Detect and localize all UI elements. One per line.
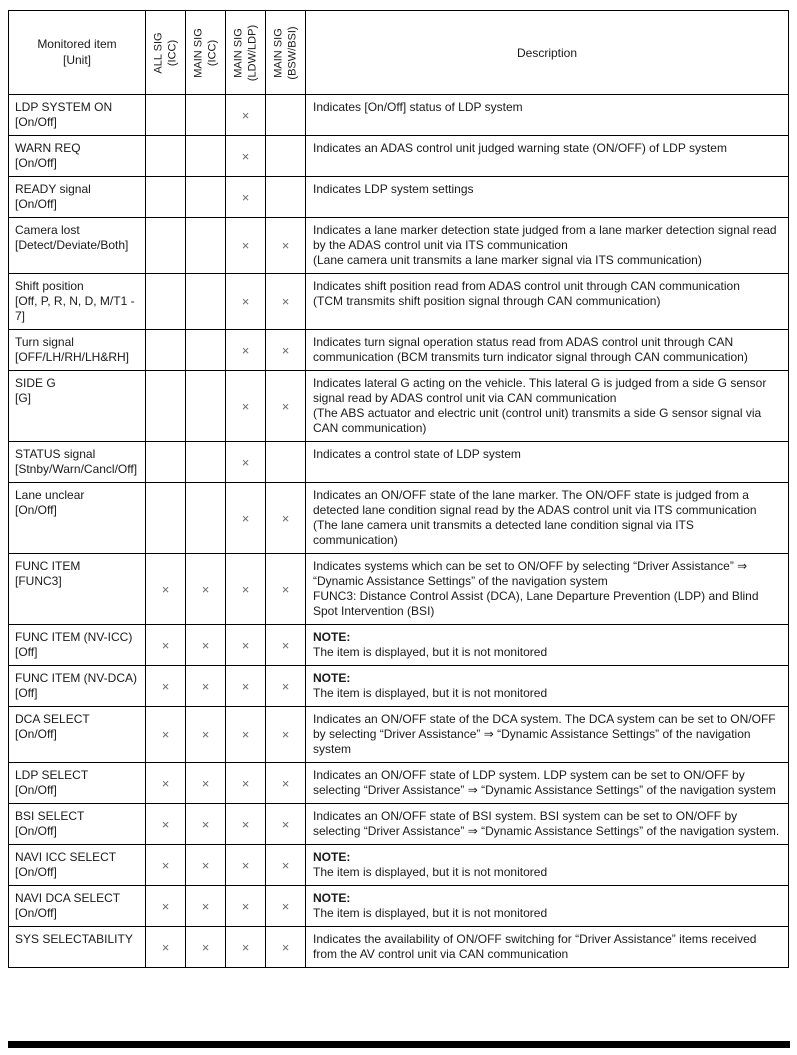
monitored-item-cell bbox=[9, 442, 146, 483]
item-line: [Off] bbox=[15, 686, 38, 700]
item-line: [FUNC3] bbox=[15, 574, 62, 588]
item-line: FUNC ITEM (NV-DCA) bbox=[15, 671, 137, 685]
column-header-all-sig-icc bbox=[146, 11, 186, 95]
description-text: FUNC3: Distance Control Assist (DCA), Lane Departure Prevention (LDP) and Blind Spot Intervention (BSI) bbox=[313, 589, 759, 618]
cross-mark-main-sig-bsw-bsi: × bbox=[266, 707, 306, 763]
item-line: BSI SELECT bbox=[15, 809, 85, 823]
empty-mark-main-sig-icc bbox=[186, 442, 226, 483]
cross-mark-main-sig-bsw-bsi: × bbox=[266, 218, 306, 274]
monitored-item-cell bbox=[9, 625, 146, 666]
cross-mark-all-sig-icc: × bbox=[146, 625, 186, 666]
empty-mark-main-sig-icc bbox=[186, 95, 226, 136]
description-text: Indicates a control state of LDP system bbox=[313, 447, 521, 461]
cross-mark-main-sig-bsw-bsi: × bbox=[266, 625, 306, 666]
description-cell bbox=[306, 274, 789, 330]
description-text: Indicates an ON/OFF state of BSI system. BSI system can be set to ON/OFF by selecting “Driver Assistance” ⇒ “Dynamic Assistance Settings” of the navigation system. bbox=[313, 809, 780, 838]
table-row bbox=[9, 666, 789, 707]
cross-mark-main-sig-bsw-bsi: × bbox=[266, 330, 306, 371]
table-row bbox=[9, 763, 789, 804]
cross-mark-main-sig-icc: × bbox=[186, 927, 226, 968]
cross-mark-all-sig-icc: × bbox=[146, 707, 186, 763]
monitored-item-cell bbox=[9, 95, 146, 136]
table-row bbox=[9, 845, 789, 886]
description-text: (The lane camera unit transmits a detected lane condition signal via ITS communication) bbox=[313, 518, 694, 547]
item-line: [On/Off] bbox=[15, 906, 57, 920]
header-label-line: (LDW/LDP) bbox=[246, 24, 259, 81]
monitored-item-header-line2: [Unit] bbox=[62, 52, 91, 67]
cross-mark-main-sig-ldw-ldp: × bbox=[226, 554, 266, 625]
cross-mark-main-sig-bsw-bsi: × bbox=[266, 554, 306, 625]
cross-mark-main-sig-ldw-ldp: × bbox=[226, 371, 266, 442]
table-row bbox=[9, 274, 789, 330]
item-line: [On/Off] bbox=[15, 824, 57, 838]
cross-mark-main-sig-ldw-ldp: × bbox=[226, 804, 266, 845]
table-body bbox=[9, 95, 789, 968]
description-text: Indicates an ON/OFF state of the DCA system. The DCA system can be set to ON/OFF by selecting “Driver Assistance” ⇒ “Dynamic Assistance Settings” of the navigation system bbox=[313, 712, 776, 756]
empty-mark-main-sig-icc bbox=[186, 136, 226, 177]
monitored-item-cell bbox=[9, 707, 146, 763]
header-label-line: (ICC) bbox=[166, 39, 179, 66]
note-label: NOTE: bbox=[313, 671, 351, 685]
cross-mark-main-sig-bsw-bsi: × bbox=[266, 274, 306, 330]
item-line: WARN REQ bbox=[15, 141, 81, 155]
description-text: Indicates turn signal operation status read from ADAS control unit through CAN communication (BCM transmits turn indicator signal through CAN communication) bbox=[313, 335, 748, 364]
table-row bbox=[9, 707, 789, 763]
monitored-item-cell bbox=[9, 845, 146, 886]
item-line: [Off] bbox=[15, 645, 38, 659]
description-text: Indicates an ON/OFF state of LDP system. LDP system can be set to ON/OFF by selecting “Driver Assistance” ⇒ “Dynamic Assistance Settings” of the navigation system bbox=[313, 768, 776, 797]
item-line: [OFF/LH/RH/LH&RH] bbox=[15, 350, 130, 364]
monitored-item-cell bbox=[9, 554, 146, 625]
description-cell bbox=[306, 442, 789, 483]
empty-mark-main-sig-bsw-bsi bbox=[266, 177, 306, 218]
description-text: Indicates the availability of ON/OFF switching for “Driver Assistance” items received from the AV control unit via CAN communication bbox=[313, 932, 757, 961]
cross-mark-main-sig-icc: × bbox=[186, 845, 226, 886]
item-line: [On/Off] bbox=[15, 503, 57, 517]
monitored-item-cell bbox=[9, 177, 146, 218]
item-line: STATUS signal bbox=[15, 447, 96, 461]
page-bottom-bar bbox=[8, 1041, 790, 1048]
description-text: Indicates systems which can be set to ON/OFF by selecting “Driver Assistance” ⇒ “Dynamic Assistance Settings” of the navigation system bbox=[313, 559, 748, 588]
table-row bbox=[9, 804, 789, 845]
item-line: [Off, P, R, N, D, M/T1 - 7] bbox=[15, 294, 135, 323]
item-line: [On/Off] bbox=[15, 783, 57, 797]
table-row bbox=[9, 886, 789, 927]
cross-mark-main-sig-ldw-ldp: × bbox=[226, 330, 266, 371]
header-label-line: MAIN SIG bbox=[272, 27, 285, 78]
description-text: (TCM transmits shift position signal through CAN communication) bbox=[313, 294, 661, 308]
cross-mark-all-sig-icc: × bbox=[146, 886, 186, 927]
cross-mark-main-sig-ldw-ldp: × bbox=[226, 886, 266, 927]
item-line: Camera lost bbox=[15, 223, 80, 237]
description-cell bbox=[306, 845, 789, 886]
table-row bbox=[9, 177, 789, 218]
description-text: Indicates LDP system settings bbox=[313, 182, 474, 196]
table-row bbox=[9, 95, 789, 136]
column-header-main-sig-ldw-ldp bbox=[226, 11, 266, 95]
empty-mark-all-sig-icc bbox=[146, 177, 186, 218]
cross-mark-all-sig-icc: × bbox=[146, 763, 186, 804]
empty-mark-all-sig-icc bbox=[146, 95, 186, 136]
cross-mark-main-sig-bsw-bsi: × bbox=[266, 371, 306, 442]
description-cell bbox=[306, 483, 789, 554]
cross-mark-main-sig-ldw-ldp: × bbox=[226, 483, 266, 554]
item-line: [On/Off] bbox=[15, 727, 57, 741]
description-cell bbox=[306, 804, 789, 845]
table-row bbox=[9, 330, 789, 371]
description-cell bbox=[306, 666, 789, 707]
monitored-item-cell bbox=[9, 371, 146, 442]
empty-mark-all-sig-icc bbox=[146, 218, 186, 274]
monitored-item-cell bbox=[9, 927, 146, 968]
monitored-item-cell bbox=[9, 886, 146, 927]
description-cell bbox=[306, 177, 789, 218]
note-label: NOTE: bbox=[313, 630, 351, 644]
monitored-items-table bbox=[8, 10, 789, 968]
cross-mark-main-sig-bsw-bsi: × bbox=[266, 483, 306, 554]
cross-mark-main-sig-bsw-bsi: × bbox=[266, 666, 306, 707]
description-cell bbox=[306, 707, 789, 763]
cross-mark-main-sig-icc: × bbox=[186, 625, 226, 666]
description-text: The item is displayed, but it is not monitored bbox=[313, 906, 548, 920]
cross-mark-all-sig-icc: × bbox=[146, 804, 186, 845]
item-line: SIDE G bbox=[15, 376, 56, 390]
empty-mark-main-sig-bsw-bsi bbox=[266, 442, 306, 483]
cross-mark-main-sig-ldw-ldp: × bbox=[226, 136, 266, 177]
empty-mark-main-sig-icc bbox=[186, 483, 226, 554]
description-text: Indicates an ADAS control unit judged warning state (ON/OFF) of LDP system bbox=[313, 141, 727, 155]
empty-mark-all-sig-icc bbox=[146, 274, 186, 330]
empty-mark-main-sig-icc bbox=[186, 218, 226, 274]
empty-mark-main-sig-bsw-bsi bbox=[266, 95, 306, 136]
table-row bbox=[9, 136, 789, 177]
item-line: FUNC ITEM (NV-ICC) bbox=[15, 630, 133, 644]
description-cell bbox=[306, 927, 789, 968]
table-row bbox=[9, 554, 789, 625]
item-line: Shift position bbox=[15, 279, 84, 293]
description-cell bbox=[306, 330, 789, 371]
description-text: (The ABS actuator and electric unit (control unit) transmits a side G sensor signal via CAN communication) bbox=[313, 406, 762, 435]
cross-mark-all-sig-icc: × bbox=[146, 845, 186, 886]
empty-mark-main-sig-icc bbox=[186, 274, 226, 330]
monitored-item-cell bbox=[9, 330, 146, 371]
description-cell bbox=[306, 625, 789, 666]
cross-mark-main-sig-ldw-ldp: × bbox=[226, 666, 266, 707]
table-row bbox=[9, 483, 789, 554]
description-text: (Lane camera unit transmits a lane marker signal via ITS communication) bbox=[313, 253, 702, 267]
monitored-item-cell bbox=[9, 804, 146, 845]
description-cell bbox=[306, 371, 789, 442]
table-row bbox=[9, 442, 789, 483]
table-row bbox=[9, 927, 789, 968]
monitored-item-header-line1: Monitored item bbox=[37, 36, 117, 51]
monitored-item-header bbox=[9, 11, 146, 95]
cross-mark-main-sig-icc: × bbox=[186, 707, 226, 763]
cross-mark-main-sig-ldw-ldp: × bbox=[226, 95, 266, 136]
item-line: [Detect/Deviate/Both] bbox=[15, 238, 129, 252]
cross-mark-main-sig-icc: × bbox=[186, 804, 226, 845]
description-cell bbox=[306, 218, 789, 274]
item-line: [On/Off] bbox=[15, 115, 57, 129]
monitored-item-cell bbox=[9, 136, 146, 177]
cross-mark-main-sig-ldw-ldp: × bbox=[226, 763, 266, 804]
cross-mark-main-sig-icc: × bbox=[186, 666, 226, 707]
header-label-line: MAIN SIG bbox=[232, 27, 245, 78]
cross-mark-main-sig-bsw-bsi: × bbox=[266, 804, 306, 845]
cross-mark-main-sig-icc: × bbox=[186, 763, 226, 804]
note-label: NOTE: bbox=[313, 850, 351, 864]
empty-mark-all-sig-icc bbox=[146, 483, 186, 554]
cross-mark-all-sig-icc: × bbox=[146, 666, 186, 707]
empty-mark-main-sig-icc bbox=[186, 371, 226, 442]
description-text: The item is displayed, but it is not monitored bbox=[313, 865, 548, 879]
description-text: Indicates a lane marker detection state judged from a lane marker detection signal read by the ADAS control unit via ITS communication bbox=[313, 223, 777, 252]
item-line: [On/Off] bbox=[15, 865, 57, 879]
item-line: [G] bbox=[15, 391, 32, 405]
column-header-main-sig-icc bbox=[186, 11, 226, 95]
empty-mark-all-sig-icc bbox=[146, 136, 186, 177]
column-header-main-sig-bsw-bsi bbox=[266, 11, 306, 95]
table-row bbox=[9, 218, 789, 274]
empty-mark-all-sig-icc bbox=[146, 330, 186, 371]
cross-mark-all-sig-icc: × bbox=[146, 554, 186, 625]
header-label-line: ALL SIG bbox=[152, 31, 165, 74]
item-line: Lane unclear bbox=[15, 488, 85, 502]
empty-mark-all-sig-icc bbox=[146, 442, 186, 483]
note-label: NOTE: bbox=[313, 891, 351, 905]
empty-mark-main-sig-icc bbox=[186, 330, 226, 371]
cross-mark-main-sig-ldw-ldp: × bbox=[226, 274, 266, 330]
cross-mark-main-sig-ldw-ldp: × bbox=[226, 927, 266, 968]
item-line: READY signal bbox=[15, 182, 91, 196]
cross-mark-all-sig-icc: × bbox=[146, 927, 186, 968]
cross-mark-main-sig-icc: × bbox=[186, 554, 226, 625]
description-header: Description bbox=[306, 11, 789, 95]
description-text: Indicates shift position read from ADAS control unit through CAN communication bbox=[313, 279, 740, 293]
cross-mark-main-sig-ldw-ldp: × bbox=[226, 845, 266, 886]
item-line: [On/Off] bbox=[15, 156, 57, 170]
description-text: The item is displayed, but it is not monitored bbox=[313, 645, 548, 659]
header-label-line: (BSW/BSI) bbox=[286, 25, 299, 80]
empty-mark-main-sig-icc bbox=[186, 177, 226, 218]
description-cell bbox=[306, 886, 789, 927]
cross-mark-main-sig-ldw-ldp: × bbox=[226, 707, 266, 763]
cross-mark-main-sig-bsw-bsi: × bbox=[266, 927, 306, 968]
monitored-item-cell bbox=[9, 274, 146, 330]
item-line: Turn signal bbox=[15, 335, 74, 349]
item-line: LDP SELECT bbox=[15, 768, 89, 782]
cross-mark-main-sig-icc: × bbox=[186, 886, 226, 927]
item-line: [On/Off] bbox=[15, 197, 57, 211]
cross-mark-main-sig-ldw-ldp: × bbox=[226, 442, 266, 483]
cross-mark-main-sig-bsw-bsi: × bbox=[266, 763, 306, 804]
description-text: The item is displayed, but it is not monitored bbox=[313, 686, 548, 700]
description-cell bbox=[306, 95, 789, 136]
item-line: SYS SELECTABILITY bbox=[15, 932, 133, 946]
rotated-header-text bbox=[231, 24, 260, 80]
rotated-header-text bbox=[151, 32, 180, 73]
rotated-header-text bbox=[271, 26, 300, 79]
item-line: FUNC ITEM bbox=[15, 559, 81, 573]
monitored-item-cell bbox=[9, 218, 146, 274]
cross-mark-main-sig-ldw-ldp: × bbox=[226, 218, 266, 274]
header-label-line: MAIN SIG bbox=[192, 27, 205, 78]
description-text: Indicates an ON/OFF state of the lane marker. The ON/OFF state is judged from a detected lane condition signal read by the ADAS control unit via ITS communication bbox=[313, 488, 757, 517]
header-label-line: (ICC) bbox=[206, 39, 219, 66]
monitored-item-cell bbox=[9, 763, 146, 804]
item-line: [Stnby/Warn/Cancl/Off] bbox=[15, 462, 138, 476]
item-line: DCA SELECT bbox=[15, 712, 90, 726]
description-cell bbox=[306, 554, 789, 625]
description-text: Indicates lateral G acting on the vehicle. This lateral G is judged from a side G sensor signal read by ADAS control unit via CAN communication bbox=[313, 376, 767, 405]
table-row bbox=[9, 371, 789, 442]
table-header-row bbox=[9, 11, 789, 95]
empty-mark-main-sig-bsw-bsi bbox=[266, 136, 306, 177]
item-line: NAVI DCA SELECT bbox=[15, 891, 121, 905]
description-cell bbox=[306, 763, 789, 804]
description-cell bbox=[306, 136, 789, 177]
rotated-header-text bbox=[191, 28, 220, 78]
item-line: NAVI ICC SELECT bbox=[15, 850, 117, 864]
cross-mark-main-sig-bsw-bsi: × bbox=[266, 845, 306, 886]
table-row bbox=[9, 625, 789, 666]
monitored-item-cell bbox=[9, 666, 146, 707]
monitored-item-cell bbox=[9, 483, 146, 554]
item-line: LDP SYSTEM ON bbox=[15, 100, 113, 114]
cross-mark-main-sig-bsw-bsi: × bbox=[266, 886, 306, 927]
cross-mark-main-sig-ldw-ldp: × bbox=[226, 625, 266, 666]
cross-mark-main-sig-ldw-ldp: × bbox=[226, 177, 266, 218]
description-text: Indicates [On/Off] status of LDP system bbox=[313, 100, 523, 114]
empty-mark-all-sig-icc bbox=[146, 371, 186, 442]
